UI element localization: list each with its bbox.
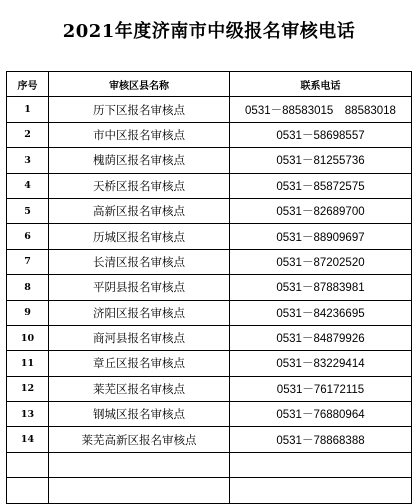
- row-contact-phone: 0531－78868388: [230, 427, 412, 452]
- row-contact-phone: 0531－88583015 88583018: [230, 97, 412, 122]
- row-serial-number: [7, 478, 49, 503]
- table-row: [7, 97, 412, 122]
- row-contact-phone: 0531－82689700: [230, 198, 412, 223]
- row-contact-phone: 0531－76172115: [230, 376, 412, 401]
- table-row: [7, 148, 412, 173]
- row-contact-phone: 0531－83229414: [230, 351, 412, 376]
- row-contact-phone: 0531－84879926: [230, 325, 412, 350]
- header-contact-phone: 联系电话: [230, 72, 412, 97]
- row-serial-number: 13: [7, 402, 49, 427]
- row-district-name: 天桥区报名审核点: [49, 173, 230, 198]
- table-row: [7, 325, 412, 350]
- row-district-name: 钢城区报名审核点: [49, 402, 230, 427]
- table-row: [7, 376, 412, 401]
- row-contact-phone: 0531－85872575: [230, 173, 412, 198]
- row-contact-phone: 0531－87202520: [230, 249, 412, 274]
- row-serial-number: 8: [7, 275, 49, 300]
- row-serial-number: 1: [7, 97, 49, 122]
- header-district-name: 审核区县名称: [49, 72, 230, 97]
- contact-table: [6, 71, 412, 504]
- row-serial-number: 4: [7, 173, 49, 198]
- table-header-row: [7, 72, 412, 97]
- page-title: 2021年度济南市中级报名审核电话: [62, 21, 356, 42]
- row-serial-number: 14: [7, 427, 49, 452]
- table-row: [7, 173, 412, 198]
- table-row: [7, 224, 412, 249]
- row-contact-phone: 0531－88909697: [230, 224, 412, 249]
- row-contact-phone: 0531－81255736: [230, 148, 412, 173]
- row-contact-phone: 0531－87883981: [230, 275, 412, 300]
- row-district-name: 长清区报名审核点: [49, 249, 230, 274]
- header-serial-number: 序号: [7, 72, 49, 97]
- row-serial-number: 11: [7, 351, 49, 376]
- row-contact-phone: 0531－58698557: [230, 122, 412, 147]
- row-contact-phone: 0531－76880964: [230, 402, 412, 427]
- row-contact-phone: [230, 478, 412, 503]
- table-row-empty: [7, 478, 412, 503]
- row-serial-number: 5: [7, 198, 49, 223]
- table-row-empty: [7, 452, 412, 477]
- row-district-name: 槐荫区报名审核点: [49, 148, 230, 173]
- row-contact-phone: 0531－84236695: [230, 300, 412, 325]
- row-serial-number: 7: [7, 249, 49, 274]
- table-row: [7, 249, 412, 274]
- row-serial-number: 12: [7, 376, 49, 401]
- table-row: [7, 122, 412, 147]
- table-row: [7, 198, 412, 223]
- table-row: [7, 402, 412, 427]
- row-serial-number: 3: [7, 148, 49, 173]
- row-district-name: 平阴县报名审核点: [49, 275, 230, 300]
- table-row: [7, 300, 412, 325]
- row-district-name: 市中区报名审核点: [49, 122, 230, 147]
- row-serial-number: 2: [7, 122, 49, 147]
- row-contact-phone: [230, 452, 412, 477]
- row-district-name: 济阳区报名审核点: [49, 300, 230, 325]
- row-district-name: 商河县报名审核点: [49, 325, 230, 350]
- row-district-name: [49, 452, 230, 477]
- row-serial-number: 10: [7, 325, 49, 350]
- row-district-name: 历下区报名审核点: [49, 97, 230, 122]
- row-serial-number: 9: [7, 300, 49, 325]
- row-district-name: [49, 478, 230, 503]
- row-serial-number: 6: [7, 224, 49, 249]
- row-district-name: 历城区报名审核点: [49, 224, 230, 249]
- table-row: [7, 275, 412, 300]
- row-district-name: 高新区报名审核点: [49, 198, 230, 223]
- row-district-name: 章丘区报名审核点: [49, 351, 230, 376]
- row-district-name: 莱芜高新区报名审核点: [49, 427, 230, 452]
- row-serial-number: [7, 452, 49, 477]
- table-row: [7, 351, 412, 376]
- table-row: [7, 427, 412, 452]
- row-district-name: 莱芜区报名审核点: [49, 376, 230, 401]
